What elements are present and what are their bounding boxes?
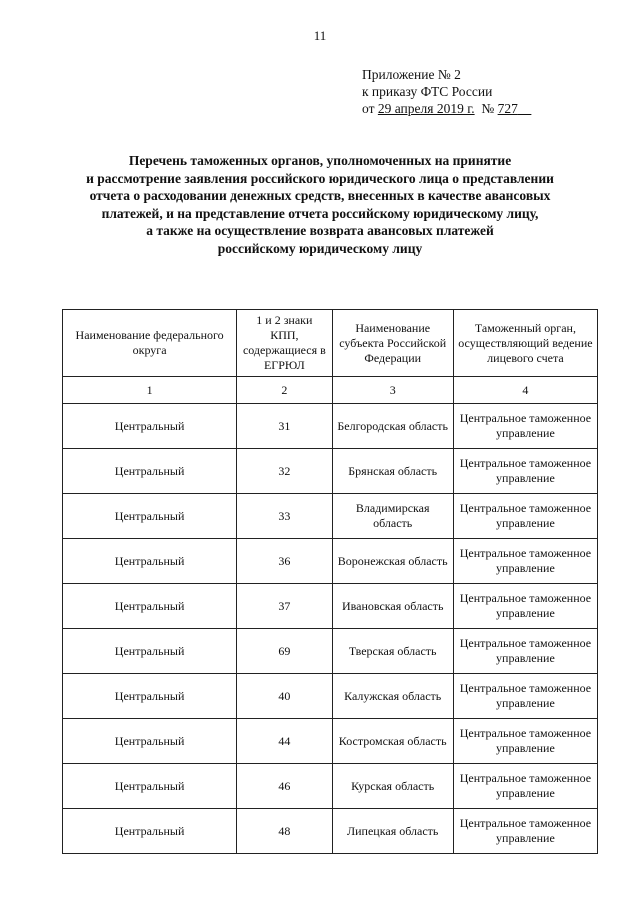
table-row [63,449,598,494]
cell-kpp: 40 [237,674,332,719]
cell-kpp: 48 [237,809,332,854]
title-line: отчета о расходовании денежных средств, внесенных в качестве авансовых [89,188,551,203]
column-number: 1 [63,377,237,404]
table-header-row [63,310,598,377]
cell-customs: Центральное таможенное управление [453,584,597,629]
appendix-line-1: Приложение № 2 [362,67,461,82]
order-date: 29 апреля 2019 г. [377,101,475,116]
cell-subject: Воронежская область [332,539,453,584]
number-prefix: № [481,101,498,116]
cell-subject: Ивановская область [332,584,453,629]
table-row [63,584,598,629]
cell-district: Центральный [63,764,237,809]
cell-subject: Липецкая область [332,809,453,854]
cell-customs: Центральное таможенное управление [453,449,597,494]
cell-customs: Центральное таможенное управление [453,629,597,674]
appendix-line-2: к приказу ФТС России [362,84,493,99]
cell-customs: Центральное таможенное управление [453,809,597,854]
column-number: 2 [237,377,332,404]
page-number: 11 [313,28,327,43]
customs-table [62,309,598,854]
cell-kpp: 37 [237,584,332,629]
cell-district: Центральный [63,719,237,764]
cell-subject: Курская область [332,764,453,809]
cell-kpp: 31 [237,404,332,449]
appendix-block [362,66,531,117]
cell-district: Центральный [63,494,237,539]
title-line: а также на осуществление возврата авансовых платежей [146,223,494,238]
title-line: платежей, и на представление отчета российскому юридическому лицу, [101,205,539,221]
cell-district: Центральный [63,674,237,719]
table-row [63,494,598,539]
column-number: 4 [453,377,597,404]
cell-district: Центральный [63,449,237,494]
table-row [63,764,598,809]
title-line: и рассмотрение заявления российского юридического лица о представлении [86,170,554,186]
order-number: 727 [497,101,518,116]
table-row [63,674,598,719]
cell-kpp: 32 [237,449,332,494]
column-number: 3 [332,377,453,404]
header-customs-body: Таможенный орган, осуществляющий ведение лицевого счета [453,310,597,377]
table-row [63,539,598,584]
cell-subject: Брянская область [332,449,453,494]
table-row [63,719,598,764]
cell-subject: Белгородская область [332,404,453,449]
cell-subject: Костромская область [332,719,453,764]
cell-kpp: 46 [237,764,332,809]
cell-district: Центральный [63,539,237,584]
table-row [63,809,598,854]
cell-subject: Владимирская область [332,494,453,539]
cell-district: Центральный [63,584,237,629]
document-title [40,152,600,257]
cell-subject: Тверская область [332,629,453,674]
cell-district: Центральный [63,809,237,854]
table-row [63,629,598,674]
cell-kpp: 44 [237,719,332,764]
header-kpp: 1 и 2 знаки КПП, содержащиеся в ЕГРЮЛ [237,310,332,377]
cell-customs: Центральное таможенное управление [453,494,597,539]
cell-customs: Центральное таможенное управление [453,764,597,809]
column-number-row [63,377,598,404]
header-federal-district: Наименование федерального округа [63,310,237,377]
cell-district: Центральный [63,629,237,674]
cell-district: Центральный [63,404,237,449]
table-row [63,404,598,449]
cell-customs: Центральное таможенное управление [453,719,597,764]
cell-customs: Центральное таможенное управление [453,539,597,584]
header-subject: Наименование субъекта Российской Федерации [332,310,453,377]
appendix-date-line [362,100,531,117]
title-line: российскому юридическому лицу [217,240,423,256]
cell-customs: Центральное таможенное управление [453,404,597,449]
cell-kpp: 33 [237,494,332,539]
cell-kpp: 69 [237,629,332,674]
cell-subject: Калужская область [332,674,453,719]
cell-customs: Центральное таможенное управление [453,674,597,719]
cell-kpp: 36 [237,539,332,584]
title-line: Перечень таможенных органов, уполномоченных на принятие [128,153,512,168]
date-prefix: от [362,101,378,116]
